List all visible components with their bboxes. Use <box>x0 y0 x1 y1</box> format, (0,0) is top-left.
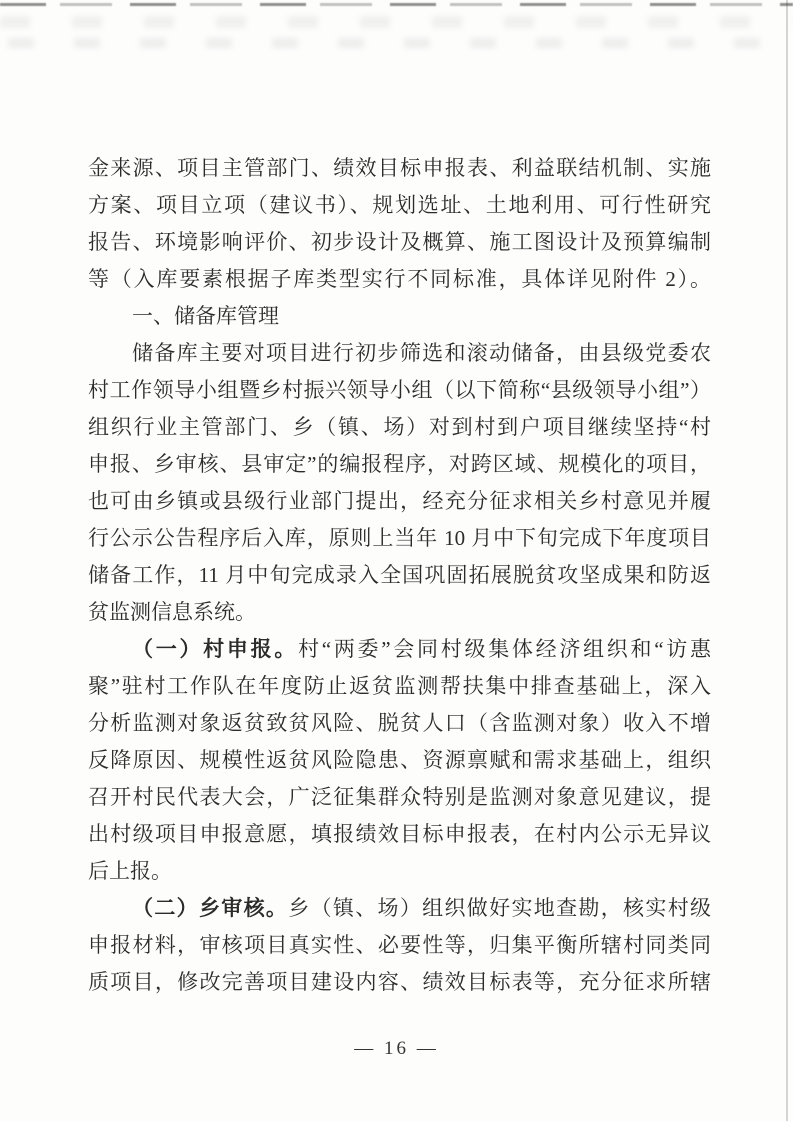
text-segment: 等（入库要素根据子库类型实行不同标准，具体详见附件 2）。 <box>88 267 711 291</box>
text-segment: 分析监测对象返贫致贫风险、脱贫人口（含监测对象）收入不增 <box>88 711 711 735</box>
text-line <box>88 372 711 409</box>
text-line <box>88 816 711 853</box>
text-segment: 乡（镇、场）组织做好实地查勘，核实村级 <box>288 896 712 920</box>
text-segment: 储备库主要对项目进行初步筛选和滚动储备，由县级党委农 <box>132 341 711 365</box>
text-line <box>88 557 711 594</box>
text-line <box>88 779 711 816</box>
text-line <box>88 261 711 298</box>
text-line <box>88 187 711 224</box>
text-line <box>88 631 711 668</box>
text-line <box>88 224 711 261</box>
text-line <box>88 668 711 705</box>
text-line <box>88 483 711 520</box>
scan-ghost-artifact <box>0 16 793 28</box>
text-segment: 质项目，修改完善项目建设内容、绩效目标表等，充分征求所辖 <box>88 970 711 994</box>
scan-right-edge-artifact <box>786 0 788 1121</box>
text-segment: 村工作领导小组暨乡村振兴领导小组（以下简称“县级领导小组”） <box>88 378 711 402</box>
text-segment: 储备工作，11 月中旬完成录入全国巩固拓展脱贫攻坚成果和防返 <box>88 563 711 587</box>
text-segment-heading: （一）村申报。 <box>132 637 299 661</box>
text-segment: 金来源、项目主管部门、绩效目标申报表、利益联结机制、实施 <box>88 156 711 180</box>
text-segment: 聚”驻村工作队在年度防止返贫监测帮扶集中排查基础上，深入 <box>88 674 711 698</box>
text-segment: 后上报。 <box>88 859 172 883</box>
text-line <box>88 594 711 631</box>
scan-edge-artifact <box>0 3 793 6</box>
text-line <box>88 446 711 483</box>
page-number: — 16 — <box>354 1038 439 1059</box>
text-line <box>88 409 711 446</box>
text-line <box>88 927 711 964</box>
text-line <box>88 520 711 557</box>
text-segment: 报告、环境影响评价、初步设计及概算、施工图设计及预算编制 <box>88 230 711 254</box>
text-line <box>88 964 711 1001</box>
text-segment-heading: （二）乡审核。 <box>132 896 289 920</box>
scan-ghost-artifact <box>8 38 793 48</box>
text-segment: 申报、乡审核、县审定”的编报程序，对跨区域、规模化的项目， <box>88 452 711 476</box>
text-segment: 贫监测信息系统。 <box>88 600 256 624</box>
text-line <box>88 742 711 779</box>
text-line <box>88 298 711 335</box>
text-segment: 也可由乡镇或县级行业部门提出，经充分征求相关乡村意见并履 <box>88 489 711 513</box>
text-line <box>88 890 711 927</box>
text-segment: 行公示公告程序后入库，原则上当年 10 月中下旬完成下年度项目 <box>88 526 711 550</box>
text-segment: 村“两委”会同村级集体经济组织和“访惠 <box>298 637 712 661</box>
text-line <box>88 705 711 742</box>
text-segment: 召开村民代表大会，广泛征集群众特别是监测对象意见建议，提 <box>88 785 711 809</box>
text-segment: 出村级项目申报意愿，填报绩效目标申报表，在村内公示无异议 <box>88 822 711 846</box>
document-lines <box>88 150 711 1001</box>
text-line <box>88 335 711 372</box>
text-segment: 反降原因、规模性返贫风险隐患、资源禀赋和需求基础上，组织 <box>88 748 711 772</box>
text-segment: 组织行业主管部门、乡（镇、场）对到村到户项目继续坚持“村 <box>88 415 711 439</box>
text-segment: 申报材料，审核项目真实性、必要性等，归集平衡所辖村同类同 <box>88 933 711 957</box>
text-segment: 方案、项目立项（建议书）、规划选址、土地利用、可行性研究 <box>88 193 711 217</box>
text-segment: 一、储备库管理 <box>132 304 279 328</box>
text-line <box>88 150 711 187</box>
text-line <box>88 853 711 890</box>
